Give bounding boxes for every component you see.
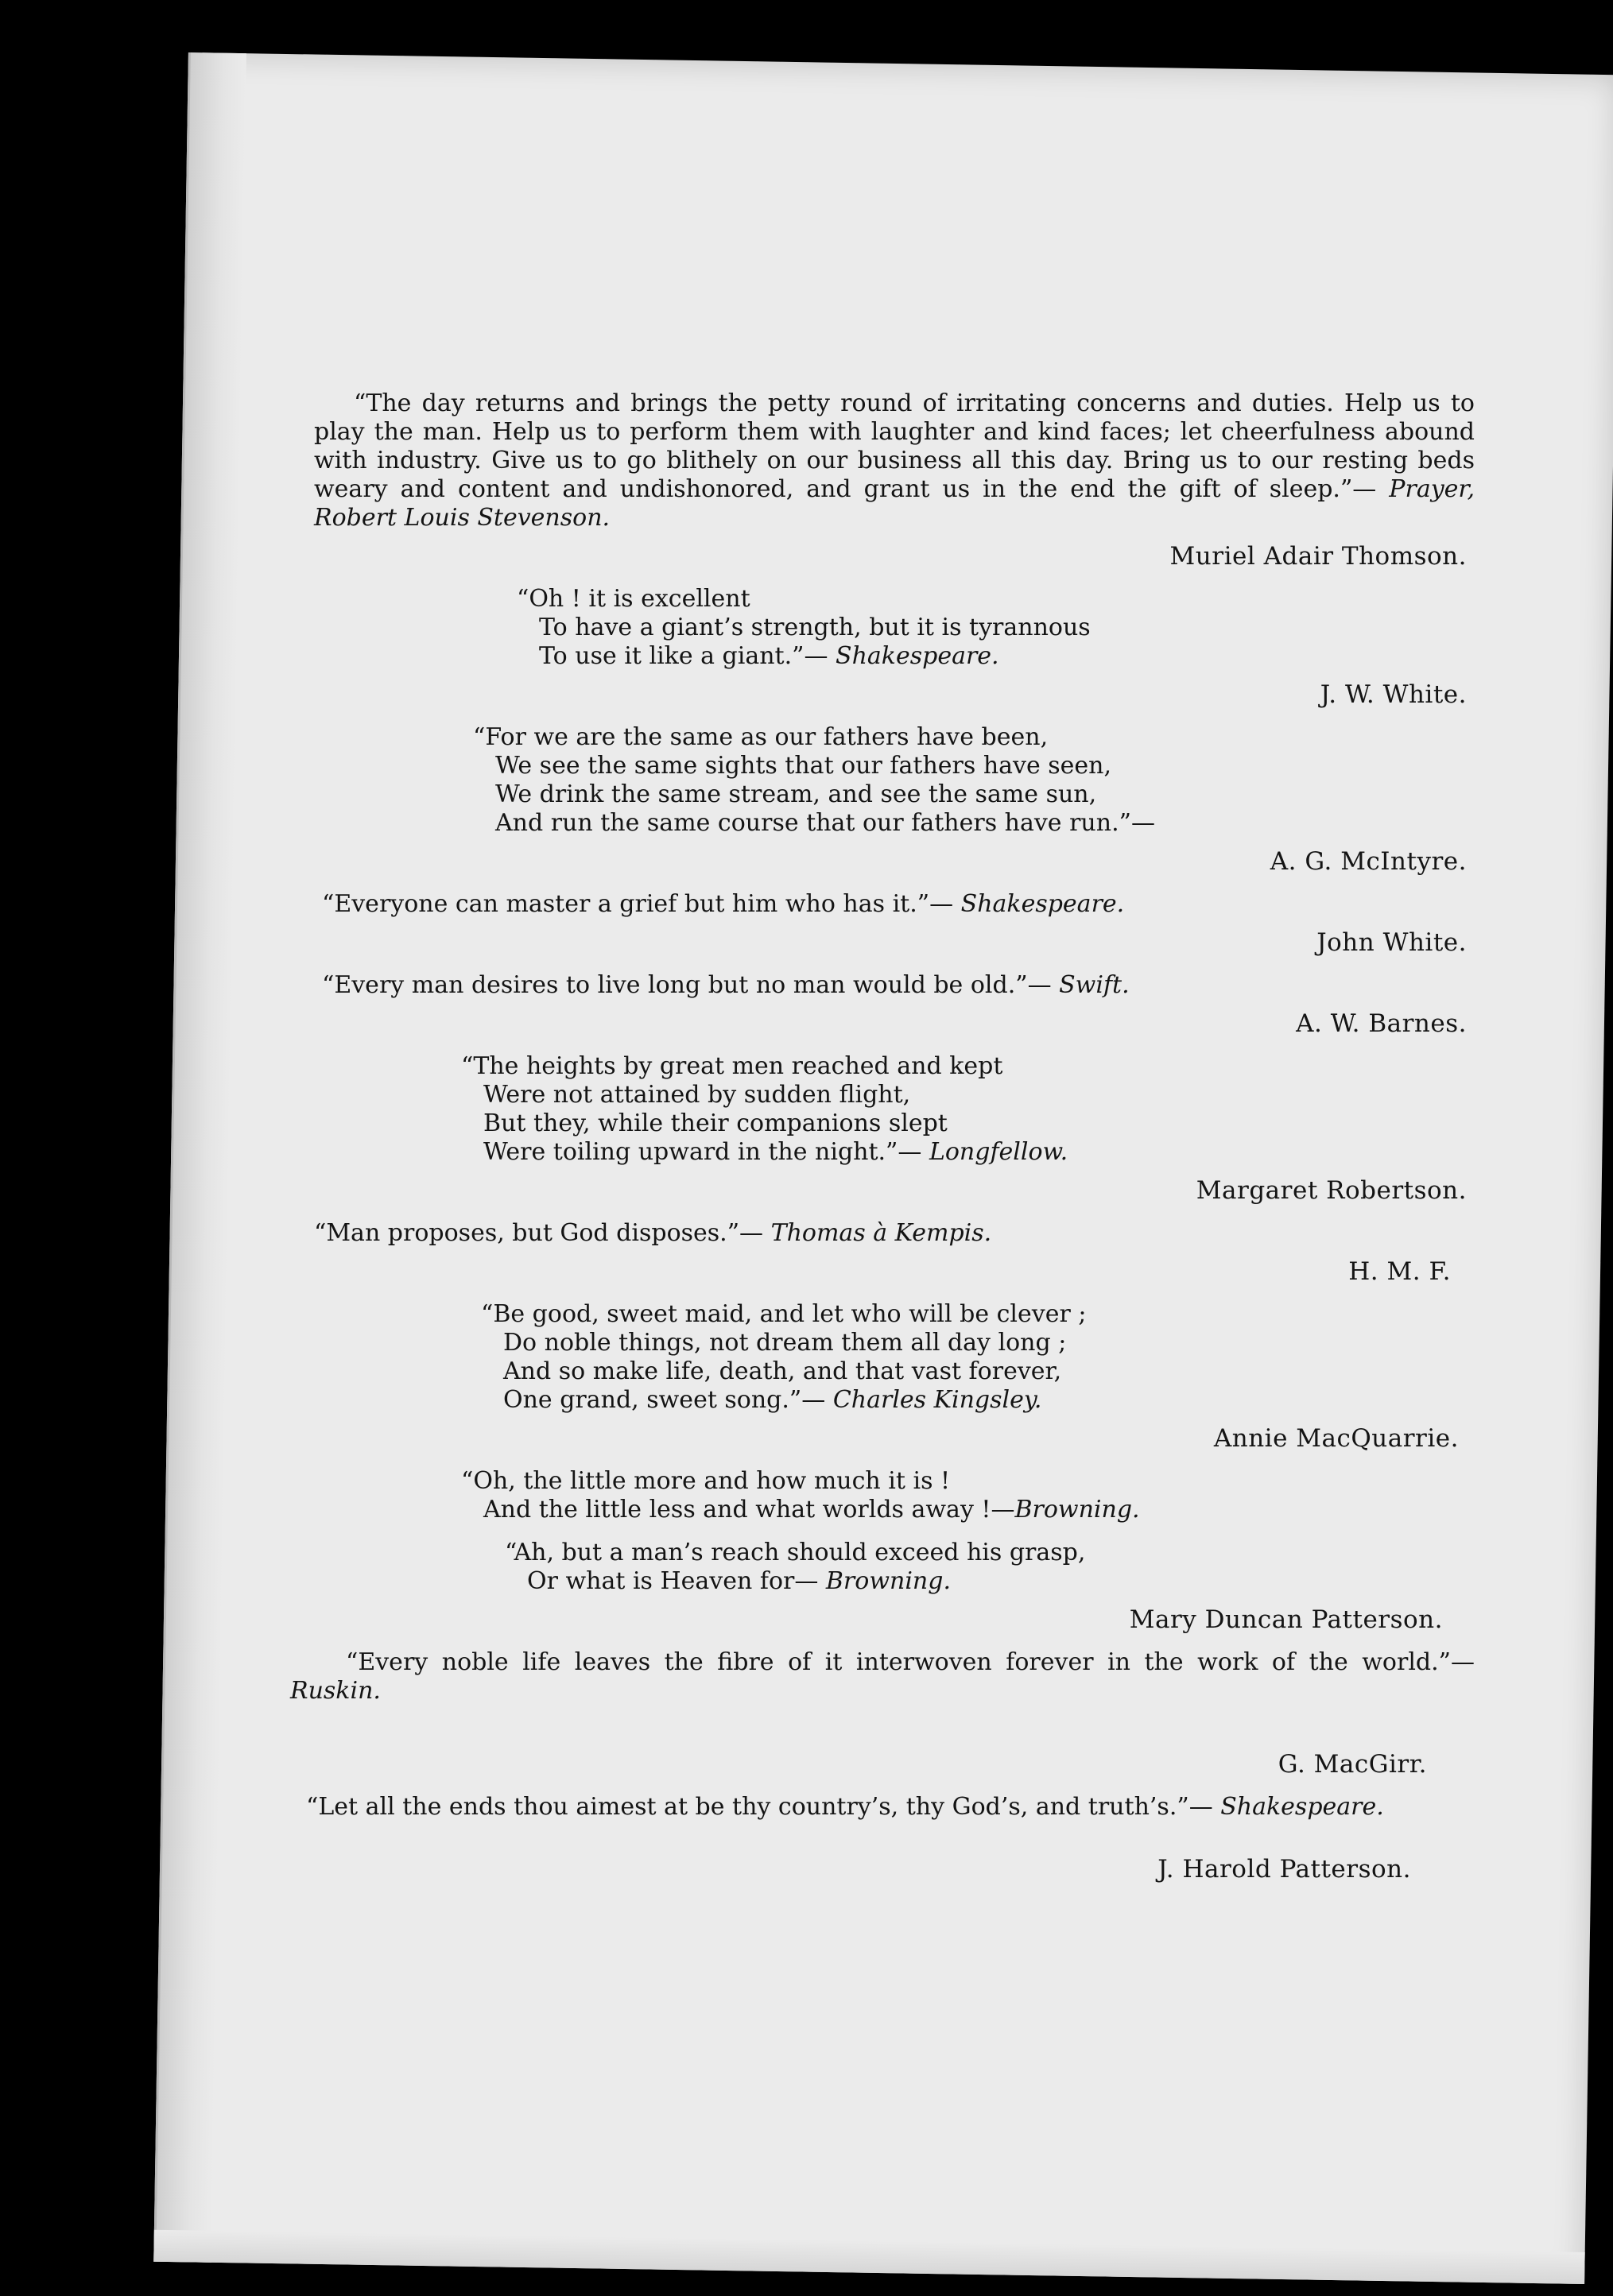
quote-body: “Man proposes, but God disposes.”— [314, 1219, 771, 1247]
verse-line-text: And the little less and what worlds away !— [483, 1496, 1015, 1524]
quote-text [290, 1648, 1475, 1706]
verse-line: Were not attained by sudden flight, [483, 1081, 911, 1109]
quote-author: Mary Duncan Patterson. [1129, 1605, 1443, 1634]
quote-author: H. M. F. [1348, 1257, 1451, 1286]
verse-line: “Oh ! it is excellent [517, 585, 750, 613]
verse-line [481, 1386, 1475, 1415]
verse-line-text: To use it like a giant.”— [539, 642, 836, 670]
spacer [314, 1822, 1475, 1845]
quotation-block [314, 1467, 1475, 1524]
quote-author: John White. [1316, 928, 1467, 957]
quotations-list [290, 389, 1475, 1898]
quote-citation: Ruskin. [290, 1677, 381, 1705]
verse-line [461, 1496, 1475, 1524]
quote-body: “Let all the ends thou aimest at be thy country’s, thy God’s, and truth’s.”— [306, 1793, 1221, 1821]
verse-line-text: One grand, sweet song.”— [503, 1386, 833, 1414]
verse-line: And run the same course that our fathers have run.”— [495, 809, 1155, 837]
quote-verse [517, 585, 1475, 671]
quotation-block [314, 1300, 1475, 1453]
quote-author: Muriel Adair Thomson. [1169, 542, 1467, 571]
quotation-block [314, 389, 1475, 571]
quote-text [314, 890, 1475, 919]
quote-citation: Prayer, Robert Louis Stevenson. [314, 475, 1475, 532]
quotation-block [314, 971, 1475, 1038]
quote-citation: Swift. [1059, 971, 1130, 999]
verse-line: “The heights by great men reached and kept [461, 1052, 1003, 1080]
quotation-block [314, 1219, 1475, 1286]
verse-line: “Ah, but a man’s reach should exceed his grasp, [505, 1539, 1086, 1566]
quotation-block [290, 1648, 1475, 1779]
verse-line: “Be good, sweet maid, and let who will be clever ; [481, 1300, 1087, 1328]
quote-citation: Shakespeare. [1220, 1793, 1384, 1821]
quote-author: J. W. White. [1320, 680, 1467, 709]
quotation-block [314, 585, 1475, 709]
verse-line: We see the same sights that our fathers have seen, [495, 752, 1112, 780]
quote-citation: Shakespeare. [836, 642, 999, 670]
quote-author: G. MacGirr. [1278, 1750, 1427, 1779]
page-binding-edge [153, 52, 246, 2263]
verse-line [461, 1138, 1475, 1167]
quote-verse [461, 1052, 1475, 1167]
quote-author: Margaret Robertson. [1196, 1176, 1467, 1205]
verse-line: “For we are the same as our fathers have been, [473, 723, 1049, 751]
quote-verse [481, 1300, 1475, 1415]
quote-author: J. Harold Patterson. [1157, 1855, 1411, 1884]
verse-line: Do noble things, not dream them all day long ; [503, 1329, 1067, 1357]
verse-line: But they, while their companions slept [483, 1109, 948, 1137]
page-bottom-edge [153, 2230, 1584, 2284]
quote-text [314, 971, 1475, 1000]
quotation-block [306, 1793, 1475, 1884]
quote-citation: Browning. [825, 1567, 951, 1595]
quote-author: Annie MacQuarrie. [1213, 1424, 1459, 1453]
verse-line: And so make life, death, and that vast forever, [503, 1357, 1062, 1385]
quote-text [314, 1219, 1475, 1248]
quote-author: A. W. Barnes. [1296, 1009, 1467, 1038]
quote-body: “The day returns and brings the petty round of irritating concerns and duties. Help us to play the man. Help us to perform them with laughter and kind faces; let cheerfulness abound with industry. Give us to go blithely on our business all this day. Bring us to our resting beds weary and content and undishonored, and grant us in the end the gift of sleep.”— [314, 389, 1475, 503]
quote-citation: Thomas à Kempis. [770, 1219, 992, 1247]
quotation-block [314, 1539, 1475, 1634]
quotation-block [314, 1052, 1475, 1205]
quote-verse [461, 1467, 1475, 1524]
quote-text [266, 1793, 1475, 1822]
quote-body: “Everyone can master a grief but him who has it.”— [322, 890, 961, 918]
quote-author: A. G. McIntyre. [1270, 847, 1467, 876]
quote-body: “Every noble life leaves the fibre of it interwoven forever in the work of the world.”— [346, 1648, 1475, 1676]
verse-line: “Oh, the little more and how much it is ! [461, 1467, 951, 1495]
verse-line-text: Were toiling upward in the night.”— [483, 1138, 929, 1166]
spacer [314, 1706, 1475, 1740]
quote-citation: Charles Kingsley. [832, 1386, 1042, 1414]
verse-line-text: Or what is Heaven for— [527, 1567, 826, 1595]
quote-verse [473, 723, 1475, 838]
quote-citation: Longfellow. [929, 1138, 1068, 1166]
quotation-block [314, 890, 1475, 957]
quote-text [314, 389, 1475, 532]
verse-line [505, 1567, 1475, 1596]
verse-line: We drink the same stream, and see the same sun, [495, 780, 1097, 808]
quotation-block [314, 723, 1475, 876]
verse-line: To have a giant’s strength, but it is tyrannous [539, 614, 1091, 641]
quote-verse [505, 1539, 1475, 1596]
verse-line [517, 642, 1475, 671]
quote-citation: Shakespeare. [960, 890, 1125, 918]
quote-citation: Browning. [1014, 1496, 1140, 1524]
quote-body: “Every man desires to live long but no man would be old.”— [322, 971, 1060, 999]
